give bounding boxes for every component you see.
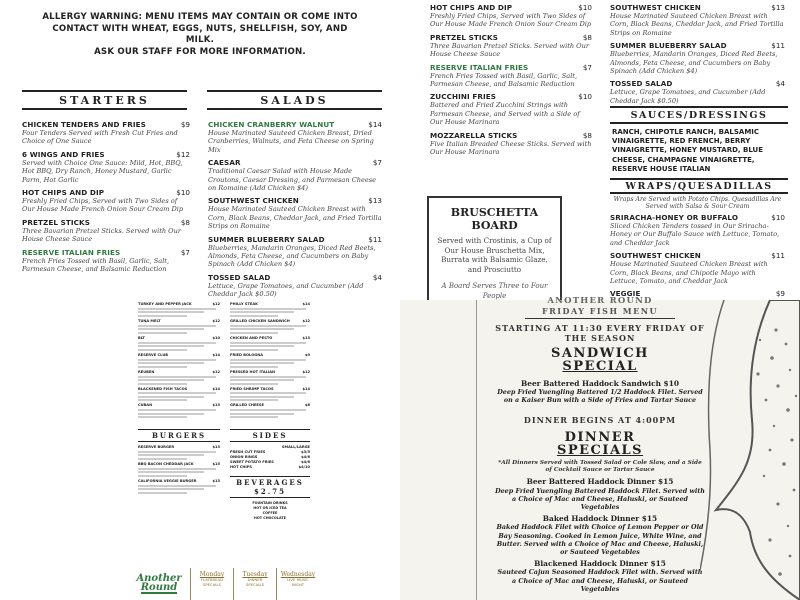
menu-item-name: ZUCCHINI FRIES [430, 92, 497, 102]
sauces-header: SAUCES/DRESSINGS [610, 106, 788, 124]
day-tuesday: Tuesday DINNER SPECIALS [233, 568, 276, 600]
menu-item-price: $14 [302, 302, 310, 306]
starters-header: STARTERS [22, 90, 187, 110]
appetizers-list [430, 3, 592, 160]
menu-item-price: $9 [180, 120, 190, 129]
menu-item [610, 251, 785, 285]
menu-item-price: $10 [578, 92, 592, 102]
menu-item-row [610, 251, 785, 260]
beverages-header: BEVERAGES $2.75 [230, 476, 310, 498]
menu-item [208, 196, 382, 230]
menu-item-name: TUNA MELT [138, 318, 161, 323]
menu-item [230, 370, 310, 374]
menu-item-desc-placeholder [138, 468, 220, 477]
menu-item-desc-placeholder [138, 359, 220, 368]
menu-item-row [610, 41, 785, 50]
menu-item-desc: Freshly Fried Chips, Served with Two Sides of Our House Made French Onion Sour Cream Dip [430, 12, 592, 29]
menu-item-desc: House Marinated Sauteed Chicken Breast, Dried Cranberries, Walnuts, and Feta Cheese on Spring Mix [208, 129, 374, 154]
menu-item-price: $12 [176, 149, 190, 159]
sandwiches-col-1 [138, 302, 220, 420]
menu-item-name: SOUTHWEST CHICKEN [610, 3, 701, 12]
bruschetta-note: A Board Serves Three to Four People [441, 282, 548, 300]
menu-item-row [208, 120, 382, 129]
menu-item [208, 273, 382, 299]
beverage-item: COFFEE [262, 511, 278, 515]
menu-item-row [430, 33, 592, 42]
menu-item-name: SRIRACHA-HONEY OR BUFFALO [610, 213, 739, 222]
menu-item-name: RESERVE ITALIAN FRIES [22, 247, 121, 257]
menu-item-desc: Three Bavarian Pretzel Sticks. Served with Our House Cheese Sauce [22, 226, 181, 244]
menu-item-desc: Sliced Chicken Tenders tossed in Our Sriracha-Honey or Our Buffalo Sauce with Lettuce, Tomato, and Cheddar Jack [610, 222, 780, 247]
menu-item-price: $12 [302, 369, 310, 374]
side-name: FRESH CUT FRIES [230, 450, 266, 454]
menu-item-price: $10 [176, 188, 190, 198]
menu-item-name: REUBEN [138, 369, 155, 374]
menu-item-row [610, 213, 785, 222]
day-wednesday: Wednesday LIVE MUSIC NIGHT [276, 568, 319, 600]
salads-list [208, 120, 382, 300]
menu-item-price: $13 [302, 335, 310, 340]
menu-item-price: $10 [771, 213, 785, 222]
menu-item-price: $13 [212, 403, 220, 408]
menu-item [430, 131, 592, 157]
menu-item-price: $11 [771, 251, 785, 261]
menu-item-price: $11 [771, 41, 785, 51]
menu-item-desc: Three Bavarian Pretzel Sticks. Served with Our House Cheese Sauce [430, 41, 589, 59]
menu-item-name: CAESAR [208, 158, 241, 168]
beverages-list [230, 501, 310, 521]
menu-item-row [22, 248, 190, 257]
menu-item-name: FRIED SHRIMP TACOS [230, 386, 274, 391]
dinner-item-desc: Deep Fried Yuengling Battered Haddock Filet. Served with a Choice of Mac and Cheese, Haluski, or Sauteed Vegetables [495, 486, 705, 512]
menu-item [22, 218, 190, 244]
burgers-section [138, 426, 220, 496]
menu-border-line [476, 300, 477, 600]
menu-item-price: $9 [304, 352, 310, 357]
menu-item-name: 6 WINGS AND FRIES [22, 149, 105, 159]
menu-item-desc-placeholder [230, 342, 310, 351]
dinner-item-name: Baked Haddock Dinner $15 [542, 514, 658, 524]
beverage-item: HOT OR ICED TEA [253, 506, 287, 510]
menu-item [208, 158, 382, 192]
menu-item [138, 353, 220, 357]
menu-item-name: VEGGIE [610, 289, 641, 299]
menu-page-sandwiches [0, 300, 400, 600]
menu-item-row [430, 3, 592, 12]
menu-item-desc-placeholder [138, 376, 220, 385]
dinner-list [495, 477, 705, 593]
sides-size-label: SMALL/LARGE [281, 445, 310, 449]
menu-item [230, 336, 310, 340]
menu-item-desc: Traditional Caesar Salad with House Made Croutons, Caesar Dressing, and Parmesan Cheese on Romaine (Add Chicken $4) [208, 167, 377, 193]
menu-item-price: $12 [302, 318, 310, 323]
menu-item [138, 387, 220, 391]
menu-item-name: BLACKENED FISH TACOS [138, 386, 188, 391]
menu-item [230, 353, 310, 357]
menu-item-price: $14 [212, 386, 220, 391]
menu-item-desc-placeholder [230, 325, 310, 334]
menu-item-name: PRESSED HOT ITALIAN [230, 369, 276, 374]
salads-header: SALADS [207, 90, 382, 110]
menu-item-price: $13 [212, 445, 220, 449]
menu-item-price: $13 [368, 196, 382, 206]
day-monday: Monday FLATBREAD SPECIALS [190, 568, 233, 600]
menu-item-price: $13 [212, 478, 220, 483]
menu-item-row [22, 150, 190, 159]
bruschetta-board-box [427, 196, 562, 300]
menu-item-name: PRETZEL STICKS [22, 217, 90, 227]
menu-item [230, 319, 310, 323]
another-round-logo: Another Round [128, 568, 190, 600]
menu-item-desc-placeholder [230, 392, 310, 401]
menu-item-price: $14 [368, 120, 382, 129]
menu-item [22, 248, 190, 274]
menu-item [230, 387, 310, 391]
menu-item-name: CHICKEN TENDERS AND FRIES [22, 120, 146, 129]
menu-item-price: $8 [180, 217, 190, 227]
menu-item-name: SOUTHWEST CHICKEN [610, 251, 701, 261]
menu-item [138, 462, 220, 466]
menu-item-price: $7 [180, 247, 190, 257]
menu-item [610, 79, 785, 105]
menu-item-name: MOZZARELLA STICKS [430, 130, 518, 140]
menu-item [230, 302, 310, 306]
menu-item-name: SUMMER BLUEBERRY SALAD [208, 234, 325, 244]
sandwich-desc: Deep Fried Yuengling Battered 1/2 Haddock Filet. Served on a Kaiser Bun with a Side of Fries and Tartar Sauce [497, 388, 703, 405]
menu-item-name: CHICKEN AND PESTO [230, 335, 273, 340]
menu-item [610, 41, 785, 75]
wraps-list [610, 196, 785, 300]
menu-item-name: TOSSED SALAD [208, 272, 271, 282]
menu-item-name: HOT CHIPS AND DIP [22, 188, 105, 198]
menu-item [138, 319, 220, 323]
allergy-warning: ALLERGY WARNING: MENU ITEMS MAY CONTAIN OR COME INTO CONTACT WITH WHEAT, EGGS, NUTS, SHELLFISH, SOY, AND MILK. ASK OUR STAFF FOR MORE INFORMATION. [42, 12, 358, 57]
bruschetta-title: BRUSCHETTA BOARD [450, 206, 539, 232]
menu-item-name: PRETZEL STICKS [430, 32, 498, 42]
menu-item-row [208, 273, 382, 282]
menu-item-desc-placeholder [138, 451, 220, 460]
fish-menu-subtitle: FRIDAY FISH MENU [541, 306, 659, 316]
side-name: ONION RINGS [230, 455, 258, 459]
menu-item-price: $14 [212, 352, 220, 357]
menu-item-row [208, 196, 382, 205]
menu-item-price: $4 [775, 79, 785, 89]
menu-item-price: $7 [372, 158, 382, 168]
menu-item-price: $12 [212, 302, 220, 306]
wraps-items [610, 213, 785, 298]
sides-section [230, 426, 310, 521]
menu-item-name: TURKEY AND PEPPER JACK [138, 302, 192, 306]
menu-item-name: CALIFORNIA VEGGIE BURGER [138, 478, 197, 483]
menu-item-row [22, 218, 190, 227]
menu-item-name: GRILLED CHEESE [230, 403, 264, 408]
menu-item-price: $8 [304, 403, 310, 408]
beverage-item: HOT CHOCOLATE [254, 516, 286, 520]
menu-item-desc: French Fries Tossed with Basil, Garlic, Salt, Parmesan Cheese, and Balsamic Reduction [22, 256, 170, 274]
menu-item-desc: Blueberries, Mandarin Oranges, Diced Red Beets, Almonds, Feta Cheese, and Cucumbers on Baby Spinach (Add Chicken $4) [208, 243, 376, 269]
starting-time: STARTING AT 11:30 EVERY FRIDAY OF THE SEASON [495, 323, 705, 343]
menu-item-price: $12 [212, 318, 220, 323]
menu-item [208, 235, 382, 269]
menu-item-row [430, 63, 592, 72]
menu-item-name: PHILLY STEAK [230, 302, 258, 306]
menu-item-price: $9 [775, 289, 785, 299]
menu-item-desc: Served with Choice One Sauce: Mild, Hot, BBQ, Hot BBQ, Dry Ranch, Honey Mustard, Garlic Parm, Hot Garlic [22, 158, 183, 184]
menu-item-row [610, 79, 785, 88]
page-gutter [400, 0, 420, 300]
menu-item-name: RESERVE CLUB [138, 352, 168, 357]
menu-item-desc-placeholder [230, 376, 310, 385]
wraps-header: WRAPS/QUESADILLAS [610, 178, 788, 194]
menu-item-desc: Five Italian Breaded Cheese Sticks. Served with Our House Marinara [430, 139, 592, 157]
side-price: $3/5 [301, 450, 310, 454]
menu-item-price: $8 [582, 32, 592, 42]
menu-item [208, 120, 382, 154]
menu-item [138, 479, 220, 483]
burgers-header: BURGERS [138, 429, 220, 442]
menu-item-desc: Lettuce, Grape Tomatoes, and Cucumber (Add Cheddar Jack $0.50) [208, 281, 364, 299]
menu-item-desc-placeholder [138, 485, 220, 494]
menu-item-desc-placeholder [230, 308, 310, 317]
menu-item-desc: Battered and Fried Zucchini Strings with Parmesan Cheese, and Served with a Side of Our House Marinara [430, 101, 580, 127]
menu-item-desc-placeholder [138, 392, 220, 401]
menu-item [430, 3, 592, 29]
starters-list [22, 120, 190, 277]
menu-item-row [430, 92, 592, 101]
menu-item-desc: Four Tenders Served with Fresh Cut Fries and Choice of One Sauce [22, 129, 178, 146]
menu-item [138, 403, 220, 407]
sandwiches-col-2 [230, 302, 310, 420]
menu-item-price: $15 [212, 461, 220, 466]
dinner-item-desc: Baked Haddock Filet with Choice of Lemon Pepper or Old Bay Seasoning. Cooked in Lemon Juice, White Wine, and Butter. Served with a Choice of Mac and Cheese, Haluski, or Sauteed Vegetables [496, 523, 704, 557]
bruschetta-desc: Served with Crostinis, a Cup of Our House Bruschetta Mix, Burrata with Balsamic Glaze, and Prosciutto [437, 236, 552, 274]
menu-item [22, 188, 190, 214]
menu-item-name: CHICKEN CRANBERRY WALNUT [208, 120, 335, 129]
menu-item [22, 150, 190, 184]
menu-item-row [208, 158, 382, 167]
fish-menu-text [495, 296, 705, 593]
sides-list [230, 450, 310, 470]
menu-item-name: BBQ BACON CHEDDAR JACK [138, 461, 194, 466]
dinner-item-name: Blackened Haddock Dinner $15 [534, 559, 666, 569]
menu-item-price: $13 [771, 3, 785, 12]
menu-item [610, 213, 785, 247]
menu-item-price: $14 [302, 386, 310, 391]
menu-item-price: $10 [578, 3, 592, 12]
menu-item [138, 302, 220, 306]
side-name: SWEET POTATO FRIES [230, 460, 274, 464]
dinner-item-name: Beer Battered Haddock Dinner $15 [526, 477, 674, 487]
menu-item-desc: Lettuce, Grape Tomatoes, and Cucumber (Add Cheddar Jack $0.50) [610, 88, 766, 105]
menu-item-row [22, 188, 190, 197]
dinner-item-desc: Sauteed Cajun Seasoned Haddock Filet with. Served with a Choice of Mac and Cheese, Haluski, or Sauteed Vegetables [497, 568, 703, 593]
menu-item-desc-placeholder [138, 409, 220, 418]
menu-item-row [430, 131, 592, 140]
menu-item-name: SOUTHWEST CHICKEN [208, 196, 299, 206]
burgers-list [138, 445, 220, 494]
menu-item-desc: Freshly Fried Chips, Served with Two Sides of Our House Made French Onion Sour Cream Dip [22, 197, 184, 214]
menu-item-desc-placeholder [230, 359, 310, 368]
dinner-title: DINNER SPECIALS [556, 429, 644, 458]
menu-item-price: $7 [582, 62, 592, 72]
menu-item-row [22, 120, 190, 129]
menu-item [610, 3, 785, 37]
menu-item-name: TOSSED SALAD [610, 79, 673, 89]
menu-item [138, 445, 220, 449]
specials-footer [128, 568, 320, 600]
menu-item-desc: Blueberries, Mandarin Oranges, Diced Red Beets, Almonds, Feta Cheese, and Cucumbers on Baby Spinach (Add Chicken $4) [610, 50, 778, 76]
menu-page-starters-salads [0, 0, 400, 300]
menu-item-name: GRILLED CHICKEN SANDWICH [230, 318, 290, 323]
menu-item-row [610, 3, 785, 12]
side-price: $4/6 [301, 455, 310, 459]
menu-item [138, 336, 220, 340]
menu-item-price: $8 [582, 130, 592, 140]
dinner-note: *All Dinners Served with Tossed Salad or Cole Slaw, and a Side of Cocktail Sauce or Tartar Sauce [498, 459, 702, 474]
menu-item [430, 92, 592, 126]
menu-item-name: CUBAN [138, 403, 153, 408]
menu-item-price: $4 [372, 272, 382, 282]
restaurant-title: ANOTHER ROUND [547, 296, 653, 306]
menu-item-desc: French Fries Tossed with Basil, Garlic, Salt, Parmesan Cheese, and Balsamic Reduction [430, 71, 578, 89]
side-price: $4/6 [301, 460, 310, 464]
menu-item-desc-placeholder [230, 409, 310, 418]
menu-item-price: $10 [212, 335, 220, 340]
menu-item-price: $11 [368, 234, 382, 244]
menu-item-desc-placeholder [138, 325, 220, 334]
menu-item-price: $12 [212, 369, 220, 374]
menu-item-desc-placeholder [138, 342, 220, 351]
sauces-text: RANCH, CHIPOTLE RANCH, BALSAMIC VINAIGRETTE, RED FRENCH, BERRY VINAIGRETTE, HONEY MUSTARD, BLUE CHEESE, CHAMPAGNE VINAIGRETTE, RESERVE HOUSE ITALIAN [612, 128, 764, 173]
menu-item-desc: House Marinated Sauteed Chicken Breast with Corn, Black Beans, Cheddar Jack, and Fried Tortilla Strips on Romaine [610, 12, 784, 37]
side-item [230, 465, 310, 470]
menu-item-name: RESERVE ITALIAN FRIES [430, 62, 529, 72]
menu-item [22, 120, 190, 146]
sides-header: SIDES [230, 429, 310, 442]
menu-item [430, 33, 592, 59]
sandwich-title: SANDWICH SPECIAL [551, 346, 649, 374]
side-name: HOT CHIPS [230, 465, 252, 469]
dinner-begins: DINNER BEGINS AT 4:00PM [523, 414, 677, 425]
menu-item-row [208, 235, 382, 244]
menu-item-name: FRIED BOLOGNA [230, 352, 263, 357]
salads-list-continued [610, 3, 785, 109]
menu-item [138, 370, 220, 374]
wraps-note: Wraps Are Served with Potato Chips. Quesadillas Are Served with Salsa & Sour Cream [613, 196, 782, 210]
fish-illustration [700, 300, 800, 600]
menu-item-name: HOT CHIPS AND DIP [430, 3, 513, 12]
menu-item [430, 63, 592, 89]
menu-item-name: RESERVE BURGER [138, 445, 175, 449]
menu-item [230, 403, 310, 407]
menu-item-desc: House Marinated Sauteed Chicken Breast with Corn, Black Beans, and Chipotle Mayo with Lettuce, Tomato, and Cheddar Jack [610, 260, 768, 286]
menu-item-desc: House Marinated Sauteed Chicken Breast with Corn, Black Beans, Cheddar Jack, and Fried Tortilla Strips on Romaine [208, 205, 382, 231]
menu-item-name: SUMMER BLUEBERRY SALAD [610, 41, 727, 51]
beverage-item: FOUNTAIN DRINKS [252, 501, 288, 505]
menu-item-name: BLT [138, 335, 145, 340]
side-price: $4/10 [298, 465, 310, 469]
menu-item-desc-placeholder [138, 308, 220, 317]
sandwich-item: Beer Battered Haddock Sandwich $10 [521, 379, 679, 388]
